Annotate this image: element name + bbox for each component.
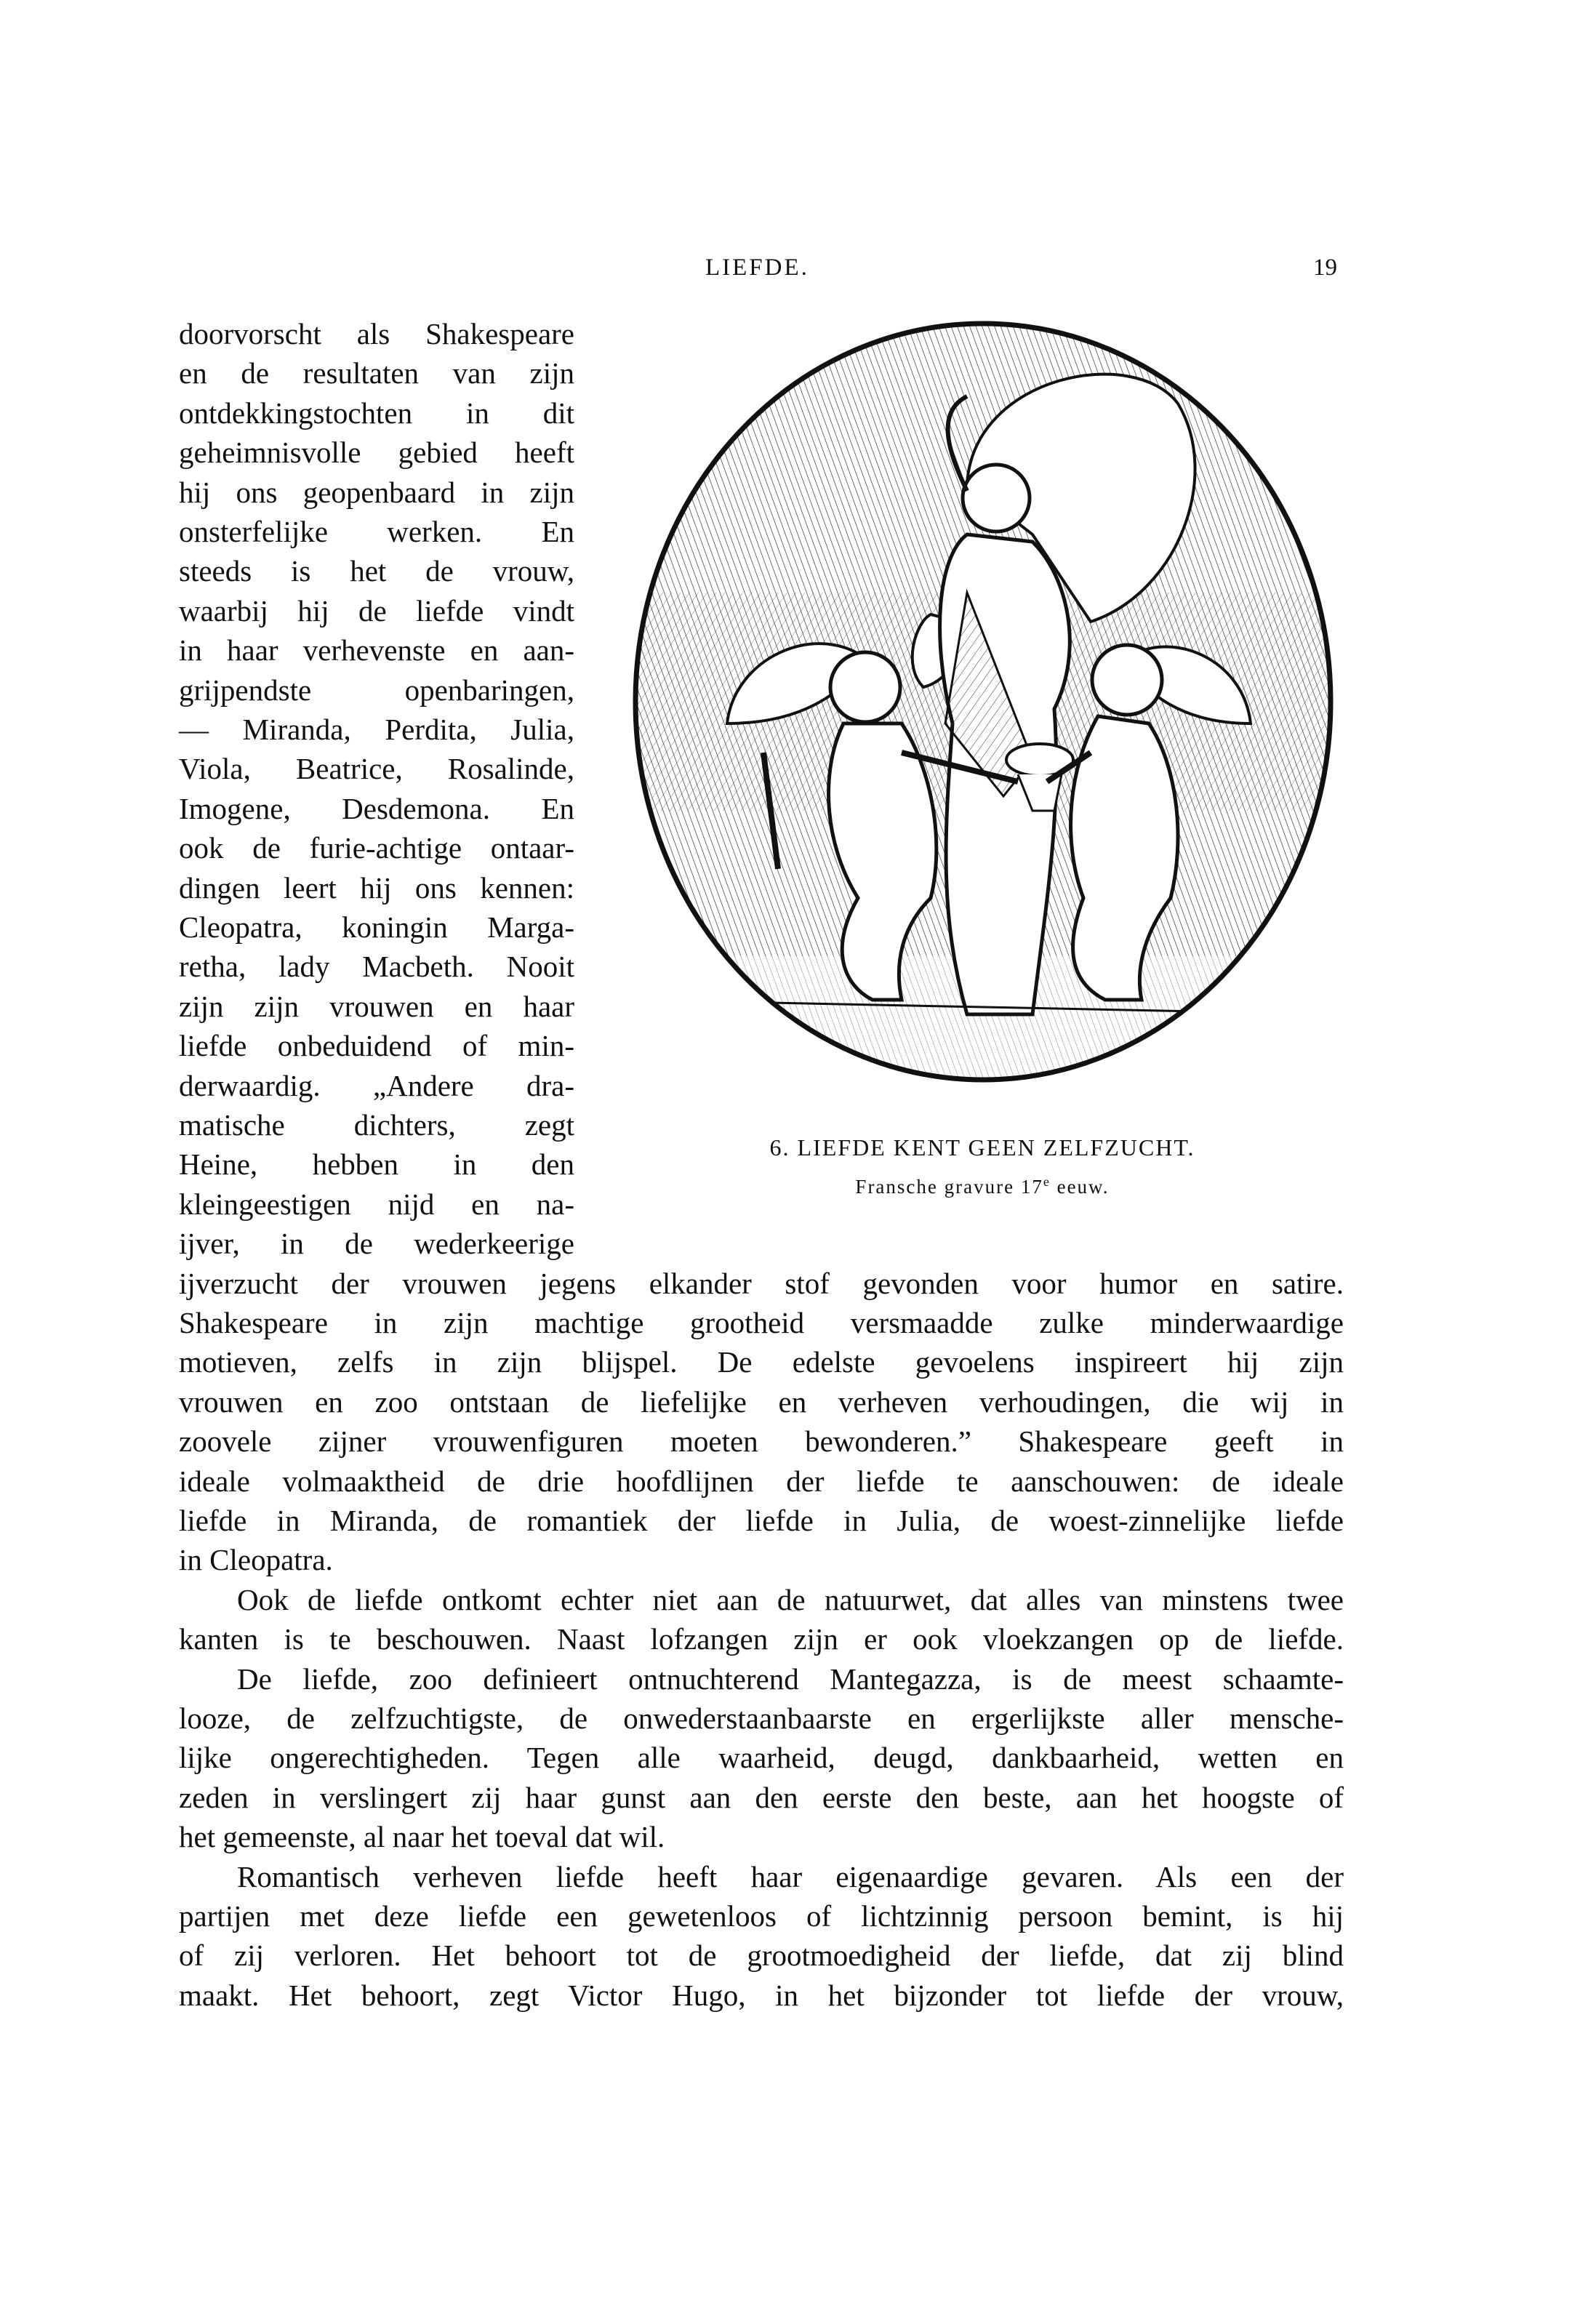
text-line: zijn zijn vrouwen en haar bbox=[179, 989, 574, 1023]
text-line: hij ons geopenbaard in zijn bbox=[179, 475, 574, 509]
text-line: geheimnisvolle gebied heeft bbox=[179, 436, 574, 470]
text-line: kanten is te beschouwen. Naast lofzangen zijn er ook vloekzangen op de liefde. bbox=[179, 1622, 1344, 1656]
text-line: ook de furie-achtige ontaar- bbox=[179, 831, 574, 865]
figure-credit: Fransche gravure 17e eeuw. bbox=[855, 1174, 1110, 1198]
text-line: liefde in Miranda, de romantiek der liefde in Julia, de woest-zinnelijke liefde bbox=[179, 1504, 1344, 1537]
figure-caption-title bbox=[622, 1134, 1342, 1161]
figure-number: 6. bbox=[769, 1134, 790, 1160]
text-line: Viola, Beatrice, Rosalinde, bbox=[179, 752, 574, 786]
text-line: ontdekkingstochten in dit bbox=[179, 396, 574, 430]
text-line: De liefde, zoo definieert ontnuchterend Mantegazza, is de meest schaamte- bbox=[237, 1661, 1344, 1696]
text-line: lijke ongerechtigheden. Tegen alle waarheid, deugd, dankbaarheid, wetten en bbox=[179, 1741, 1344, 1775]
text-line: Shakespeare in zijn machtige grootheid versmaadde zulke minderwaardige bbox=[179, 1306, 1344, 1339]
text-line: derwaardig. „Andere dra- bbox=[179, 1068, 574, 1102]
text-line: Heine, hebben in den bbox=[179, 1147, 574, 1182]
text-line: partijen met deze liefde een gewetenloos of lichtzinnig persoon bemint, is hij bbox=[179, 1899, 1344, 1933]
engraving-illustration bbox=[625, 316, 1342, 1087]
text-line: Imogene, Desdemona. En bbox=[179, 791, 574, 825]
header-title: LIEFDE. bbox=[705, 254, 809, 281]
text-line: ijver, in de wederkeerige bbox=[179, 1227, 574, 1261]
text-line: doorvorscht als Shakespeare bbox=[179, 317, 574, 350]
figure-engraving bbox=[625, 316, 1342, 1087]
text-line: matische dichters, zegt bbox=[179, 1108, 574, 1142]
text-line: ideale volmaaktheid de drie hoofdlijnen der liefde te aanschouwen: de ideale bbox=[179, 1464, 1344, 1498]
text-line: vrouwen en zoo ontstaan de liefelijke en verheven verhoudingen, die wij in bbox=[179, 1384, 1344, 1419]
text-line: in haar verhevenste en aan- bbox=[179, 633, 574, 668]
text-line: dingen leert hij ons kennen: bbox=[179, 870, 574, 905]
text-line: onsterfelijke werken. En bbox=[179, 515, 574, 548]
text-line: motieven, zelfs in zijn blijspel. De edelste gevoelens inspireert hij zijn bbox=[179, 1345, 1344, 1379]
text-line: liefde onbeduidend of min- bbox=[179, 1029, 574, 1063]
text-line: ijverzucht der vrouwen jegens elkander stof gevonden voor humor en satire. bbox=[179, 1266, 1344, 1300]
text-line: Romantisch verheven liefde heeft haar eigenaardige gevaren. Als een der bbox=[237, 1859, 1344, 1893]
text-line: kleingeestigen nijd en na- bbox=[179, 1187, 574, 1221]
text-line: of zij verloren. Het behoort tot de grootmoedigheid der liefde, dat zij blind bbox=[179, 1939, 1344, 1973]
text-line: en de resultaten van zijn bbox=[179, 356, 574, 390]
text-line: grijpendste openbaringen, bbox=[179, 673, 574, 707]
text-line: zoovele zijner vrouwenfiguren moeten bewonderen.” Shakespeare geeft in bbox=[179, 1424, 1344, 1459]
page-number: 19 bbox=[1313, 254, 1337, 281]
text-line: Cleopatra, koningin Marga- bbox=[179, 910, 574, 944]
text-line: het gemeenste, al naar het toeval dat wil. bbox=[179, 1820, 665, 1854]
text-line: — Miranda, Perdita, Julia, bbox=[179, 713, 574, 746]
text-line: maakt. Het behoort, zegt Victor Hugo, in het bijzonder tot liefde der vrouw, bbox=[179, 1978, 1344, 2012]
figure-title: LIEFDE KENT GEEN ZELFZUCHT. bbox=[797, 1134, 1195, 1160]
text-line: waarbij hij de liefde vindt bbox=[179, 593, 574, 628]
text-line: in Cleopatra. bbox=[179, 1543, 333, 1577]
text-line: looze, de zelfzuchtigste, de onwederstaanbaarste en ergerlijkste aller mensche- bbox=[179, 1701, 1344, 1735]
text-line: retha, lady Macbeth. Nooit bbox=[179, 950, 574, 984]
text-line: Ook de liefde ontkomt echter niet aan de natuurwet, dat alles van minstens twee bbox=[237, 1582, 1344, 1616]
text-line: steeds is het de vrouw, bbox=[179, 554, 574, 588]
text-line: zeden in verslingert zij haar gunst aan den eerste den beste, aan het hoogste of bbox=[179, 1780, 1344, 1814]
